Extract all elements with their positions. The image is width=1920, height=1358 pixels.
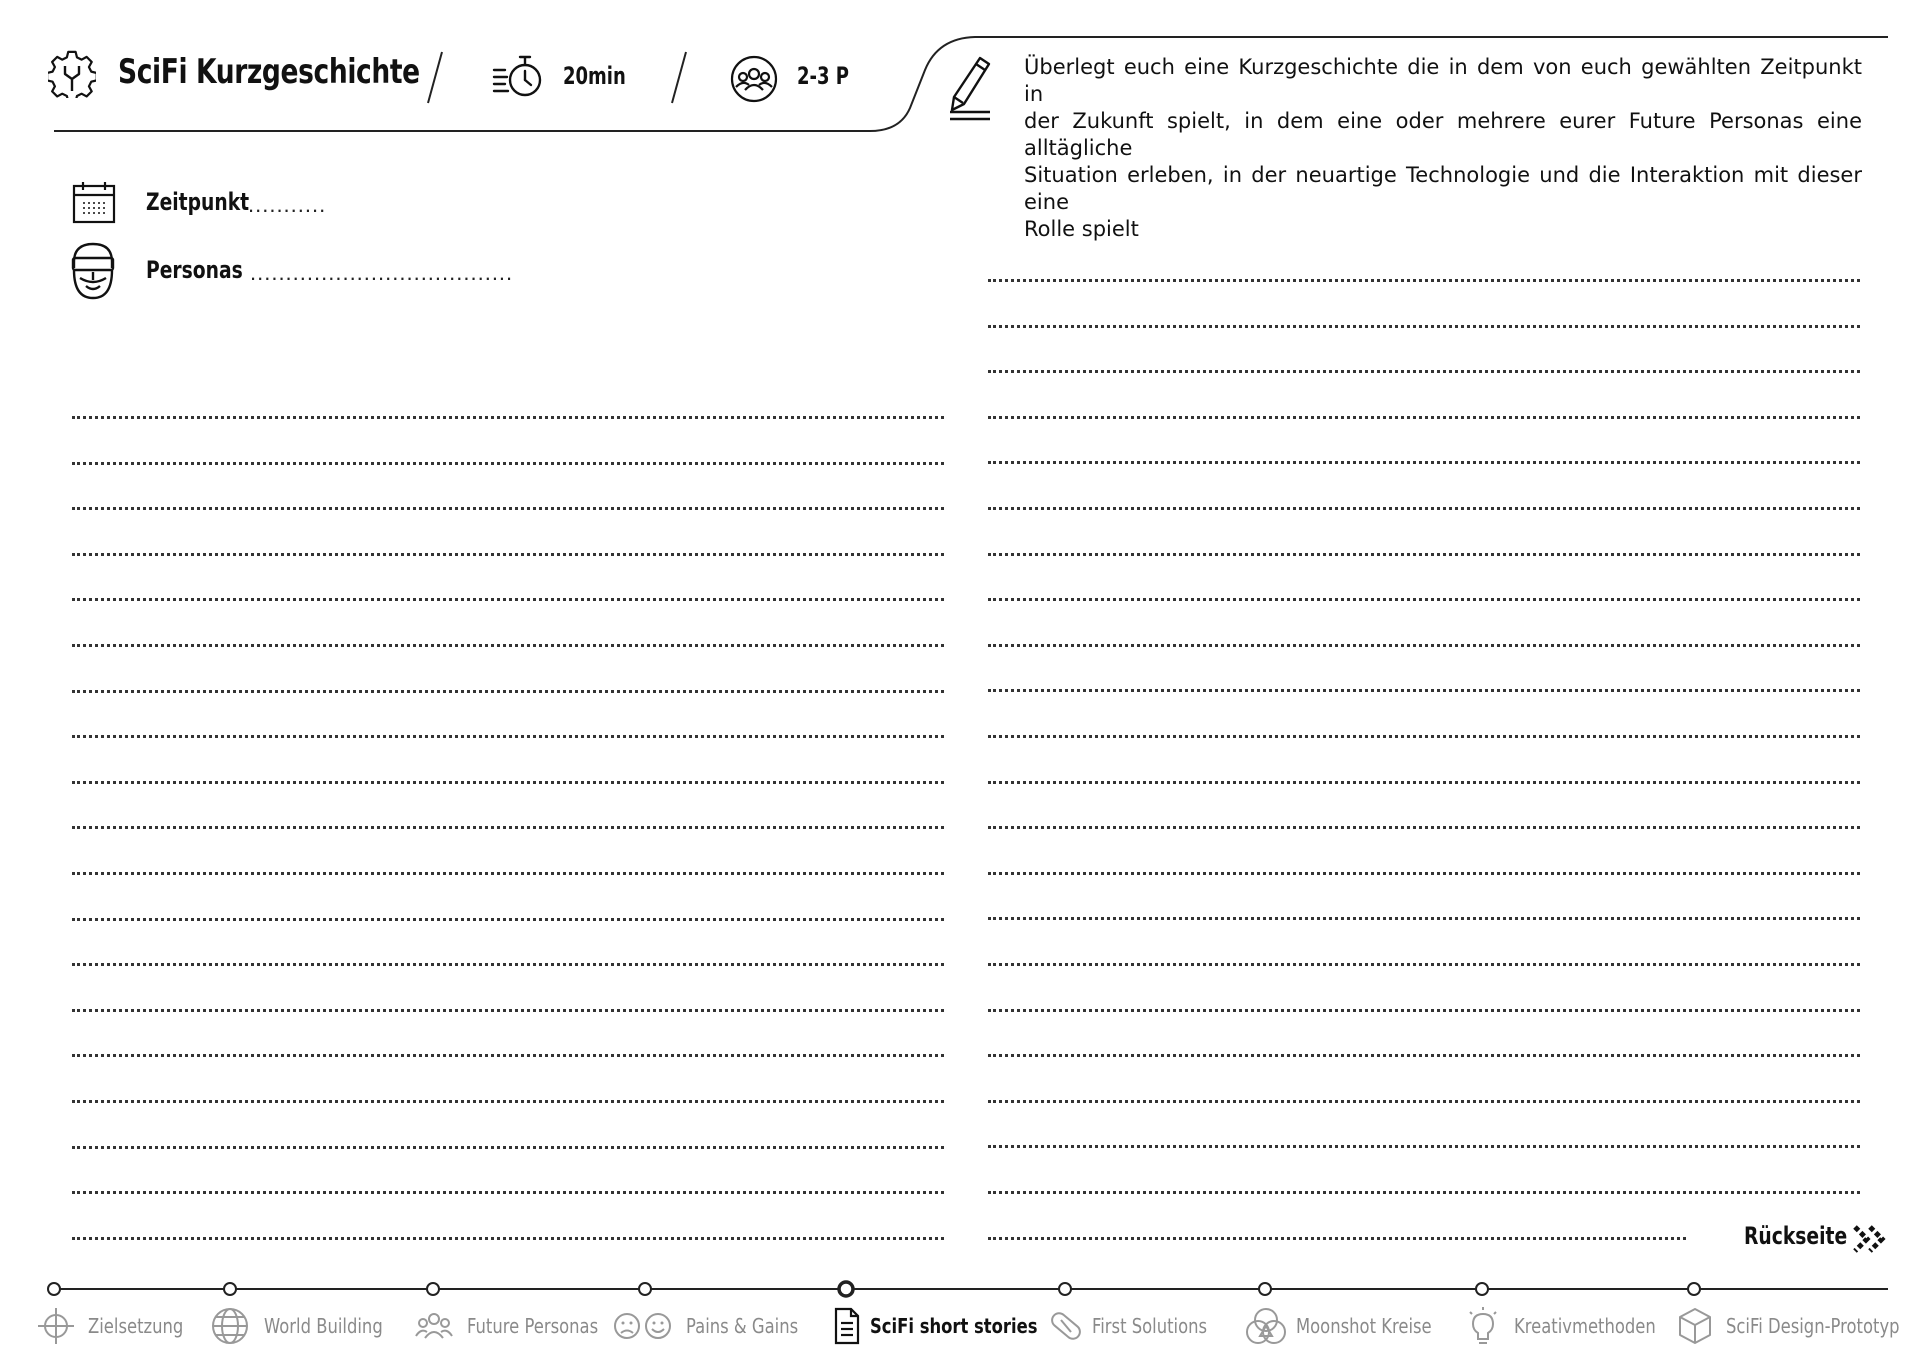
writing-line[interactable] (72, 416, 944, 419)
back-link-label[interactable]: Rückseite (1744, 1222, 1848, 1250)
writing-line[interactable] (72, 1146, 944, 1149)
writing-line[interactable] (72, 735, 944, 738)
writing-line[interactable] (988, 1191, 1860, 1194)
nav-kreativmethoden[interactable]: Kreativmethoden (1514, 1314, 1656, 1338)
writing-line[interactable] (988, 735, 1860, 738)
writing-line[interactable] (72, 826, 944, 829)
writing-line[interactable] (72, 781, 944, 784)
writing-line[interactable] (988, 553, 1860, 556)
writing-line[interactable] (72, 872, 944, 875)
writing-line[interactable] (988, 1100, 1860, 1103)
writing-line[interactable] (988, 826, 1860, 829)
writing-line[interactable] (988, 917, 1860, 920)
writing-line[interactable] (988, 279, 1860, 282)
nav-pains-gains[interactable]: Pains & Gains (686, 1314, 799, 1338)
writing-line[interactable] (988, 416, 1860, 419)
writing-line[interactable] (72, 1237, 944, 1240)
instruction-line: Rolle spielt (1024, 217, 1139, 241)
writing-line[interactable] (988, 1009, 1860, 1012)
page-title: SciFi Kurzgeschichte (118, 52, 420, 92)
writing-line[interactable] (988, 461, 1860, 464)
pill-icon[interactable] (1046, 1306, 1086, 1346)
gear-wrench-icon (48, 50, 96, 98)
personas-label: Personas (146, 256, 243, 284)
nav-scifi-design-prototyp[interactable]: SciFi Design-Prototyp (1726, 1314, 1900, 1338)
writing-line[interactable] (72, 1009, 944, 1012)
instructions-text (1024, 54, 1862, 243)
circles-icon[interactable] (1244, 1306, 1288, 1346)
writing-line[interactable] (988, 781, 1860, 784)
writing-line[interactable] (988, 963, 1860, 966)
document-icon[interactable] (832, 1306, 862, 1346)
nav-future-personas[interactable]: Future Personas (467, 1314, 599, 1338)
writing-line[interactable] (988, 689, 1860, 692)
group-size-label: 2-3 P (797, 62, 849, 90)
writing-line[interactable] (988, 325, 1860, 328)
cube-icon[interactable] (1676, 1306, 1714, 1346)
duration-label: 20min (563, 62, 626, 90)
nav-scifi-short-stories[interactable]: SciFi short stories (870, 1314, 1038, 1338)
instruction-line: Überlegt euch eine Kurzgeschichte die in dem von euch gewählten Zeitpunkt in (1024, 55, 1862, 106)
people-icon[interactable] (414, 1306, 454, 1346)
globe-icon[interactable] (210, 1306, 250, 1346)
writing-line[interactable] (988, 1237, 1686, 1240)
pencil-icon (946, 54, 994, 126)
nav-moonshot-kreise[interactable]: Moonshot Kreise (1296, 1314, 1432, 1338)
calendar-icon (72, 180, 116, 224)
personas-field[interactable]: ..................................... (250, 260, 514, 285)
writing-line[interactable] (72, 1191, 944, 1194)
lightbulb-icon[interactable] (1464, 1306, 1502, 1348)
writing-line[interactable] (988, 507, 1860, 510)
zeitpunkt-label: Zeitpunkt (146, 188, 250, 216)
writing-line[interactable] (72, 1054, 944, 1057)
writing-line[interactable] (988, 370, 1860, 373)
faces-icon[interactable] (612, 1306, 674, 1346)
writing-line[interactable] (72, 644, 944, 647)
writing-line[interactable] (72, 462, 944, 465)
writing-line[interactable] (72, 553, 944, 556)
zeitpunkt-field[interactable]: ........... (248, 192, 327, 217)
nav-world-building[interactable]: World Building (264, 1314, 383, 1338)
writing-line[interactable] (72, 918, 944, 921)
writing-line[interactable] (988, 598, 1860, 601)
writing-line[interactable] (72, 690, 944, 693)
writing-line[interactable] (72, 598, 944, 601)
writing-line[interactable] (72, 963, 944, 966)
writing-line[interactable] (988, 872, 1860, 875)
writing-line[interactable] (988, 644, 1860, 647)
crosshair-icon[interactable] (36, 1306, 76, 1346)
instruction-line: Situation erleben, in der neuartige Technologie und die Interaktion mit dieser eine (1024, 163, 1862, 214)
instruction-line: der Zukunft spielt, in dem eine oder mehrere eurer Future Personas eine alltägliche (1024, 109, 1862, 160)
stopwatch-icon (492, 54, 544, 100)
nav-timeline (0, 1274, 1920, 1304)
group-icon (730, 55, 778, 103)
writing-line[interactable] (72, 507, 944, 510)
nav-first-solutions[interactable]: First Solutions (1092, 1314, 1208, 1338)
robot-head-icon (70, 242, 116, 302)
nav-zielsetzung[interactable]: Zielsetzung (88, 1314, 184, 1338)
double-chevron-right-icon[interactable] (1852, 1224, 1888, 1254)
writing-line[interactable] (988, 1054, 1860, 1057)
writing-line[interactable] (988, 1145, 1860, 1148)
writing-line[interactable] (72, 1100, 944, 1103)
